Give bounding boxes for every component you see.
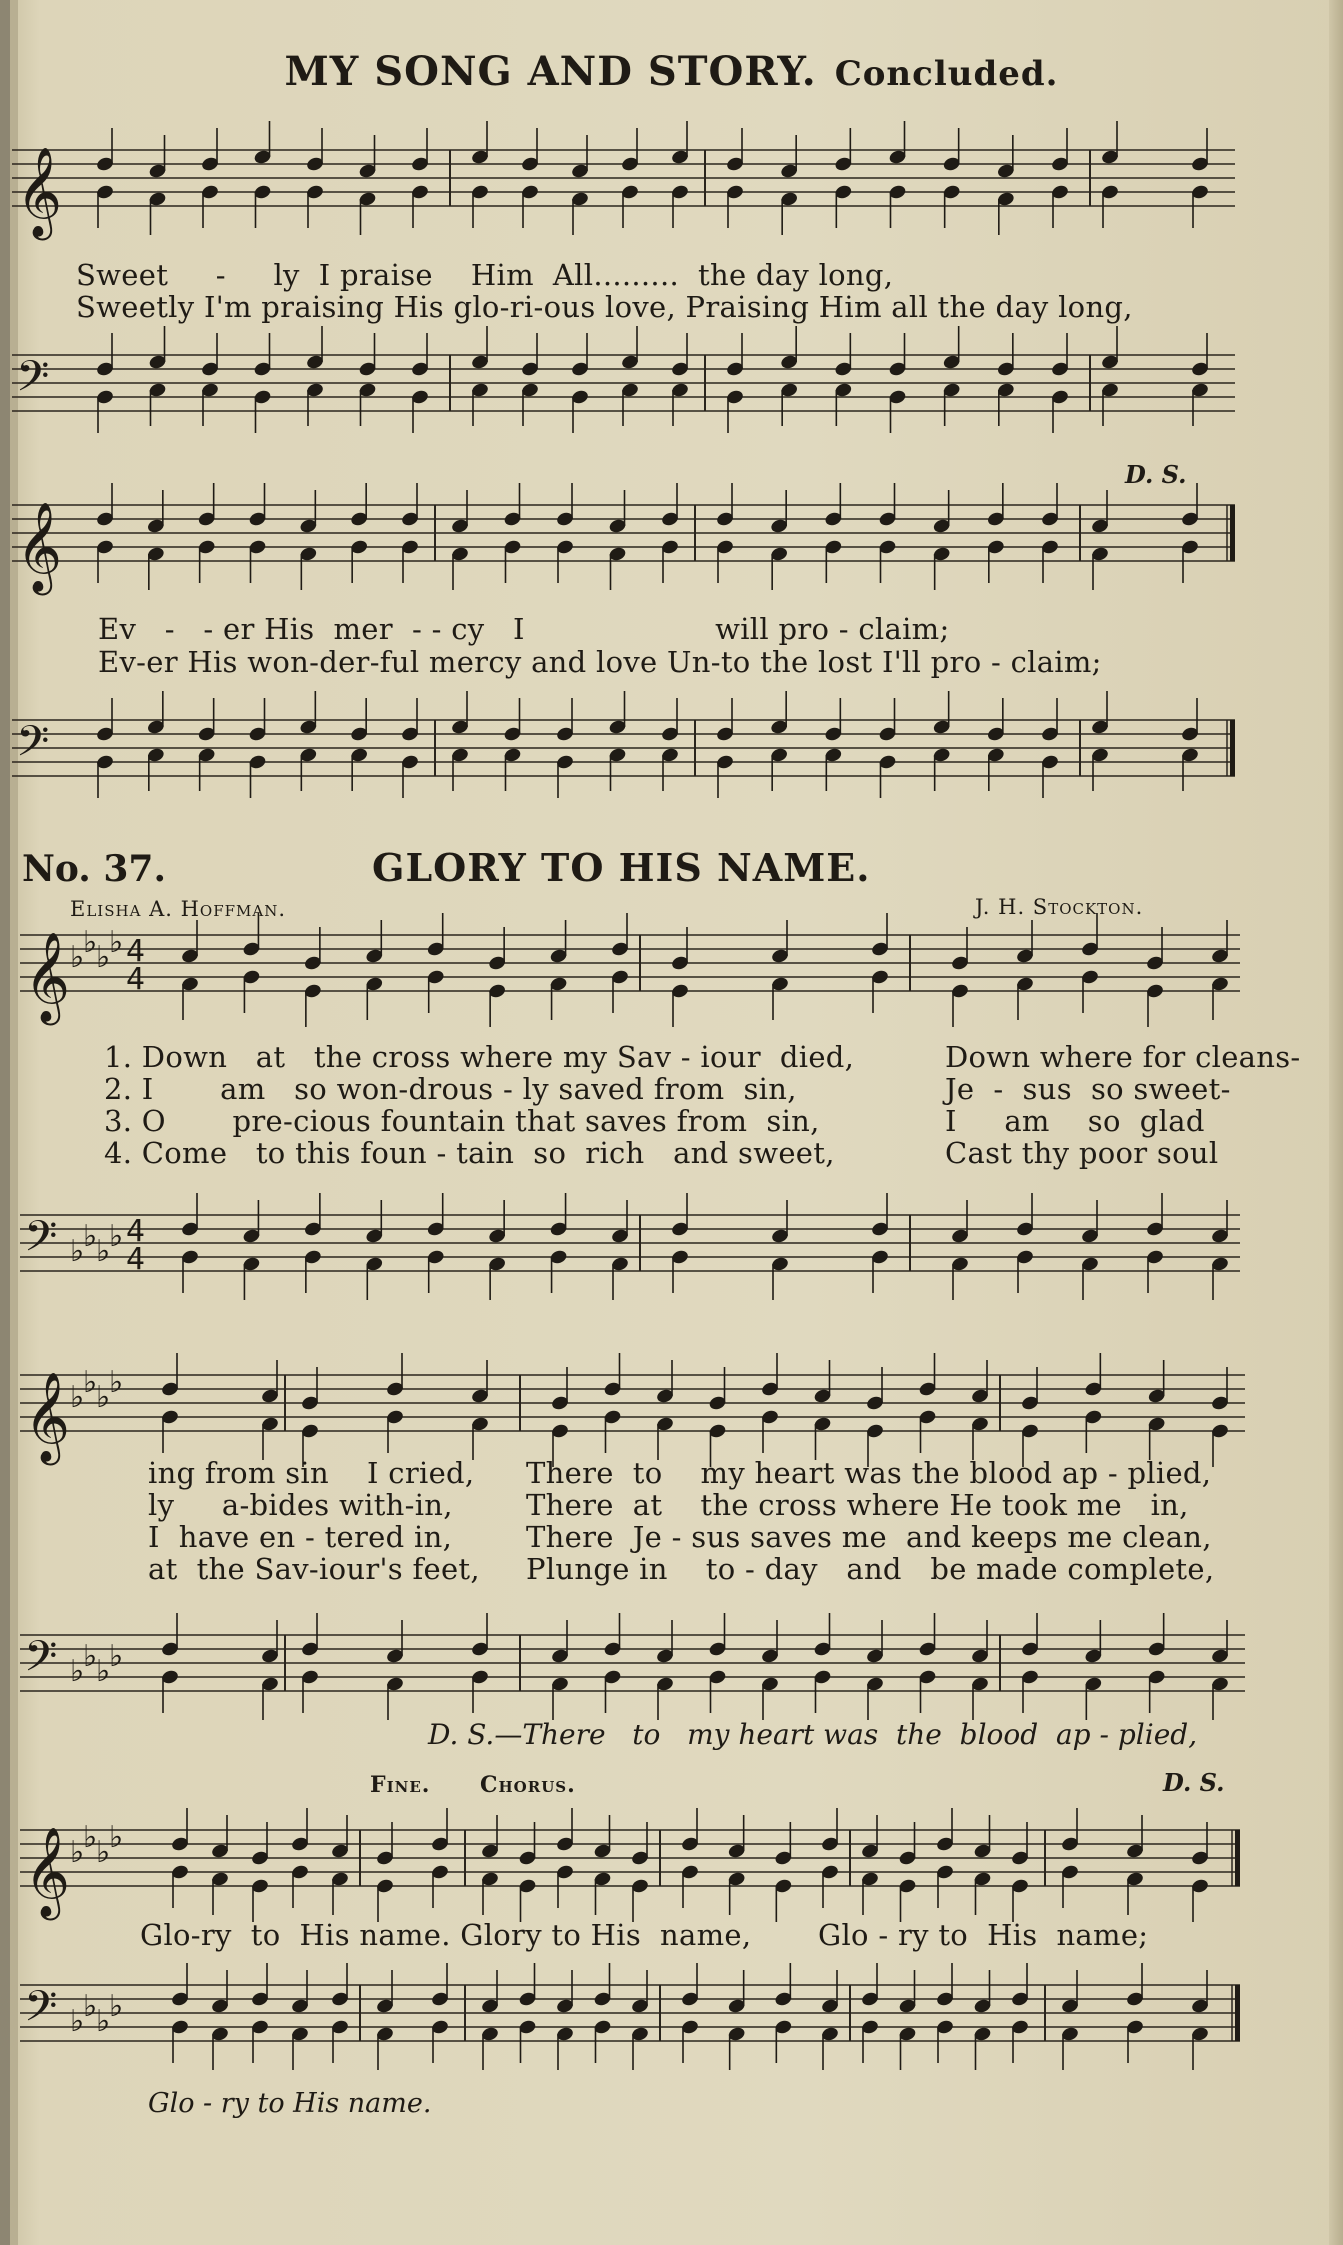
song2-composer: J. H. Stockton. [975, 895, 1144, 919]
song2-chorus-lyric: Glo-ry to His name. Glory to His name, Glo - ry to His name; [140, 1918, 1149, 1952]
song1-lyric-2b: Ev-er His won-der-ful mercy and love Un-to the lost I'll pro - claim; [98, 645, 1102, 679]
song2-chorus-bass-lyric: Glo - ry to His name. [148, 2088, 432, 2119]
flat-sign: ♭ [83, 1819, 98, 1855]
time-signature: 4 [126, 934, 146, 969]
song2-verse-3d: There Je - sus saves me and keeps me clean, [526, 1520, 1212, 1554]
song2-verse-4a: 4. Come to this foun - tain so rich and sweet, [104, 1136, 835, 1170]
flat-sign: ♭ [70, 1654, 85, 1690]
song2-verse-2c: ly a-bides with-in, [148, 1488, 453, 1522]
bass-clef: 𝄢 [16, 717, 50, 777]
flat-sign: ♭ [109, 1364, 124, 1400]
song2-verse-3b: I am so glad [945, 1104, 1205, 1138]
time-signature: 4 [126, 1242, 146, 1277]
final-barline [1230, 720, 1235, 776]
flat-sign: ♭ [109, 1988, 124, 2024]
treble-clef: 𝄞 [16, 502, 63, 592]
flat-sign: ♭ [83, 1364, 98, 1400]
flat-sign: ♭ [83, 1638, 98, 1674]
flat-sign: ♭ [70, 1380, 85, 1416]
final-barline [1230, 505, 1235, 561]
flat-sign: ♭ [109, 924, 124, 960]
flat-sign: ♭ [109, 1218, 124, 1254]
flat-sign: ♭ [70, 1835, 85, 1871]
bass-clef: 𝄢 [24, 1212, 58, 1272]
song1-lyric-2a: Ev - - er His mer - - cy I will pro - claim; [98, 612, 950, 646]
song2-chorus-label: Chorus. [480, 1772, 576, 1798]
song1-lyric-1b: Sweetly I'm praising His glo-ri-ous love, Praising Him all the day long, [76, 290, 1133, 324]
song2-verse-1a: 1. Down at the cross where my Sav - iour died, [104, 1040, 855, 1074]
song2-verse-2d: There at the cross where He took me in, [526, 1488, 1189, 1522]
treble-clef: 𝄞 [16, 147, 63, 237]
flat-sign: ♭ [109, 1638, 124, 1674]
time-signature: 4 [126, 1214, 146, 1249]
bass-clef: 𝄢 [24, 1982, 58, 2042]
flat-sign: ♭ [70, 2004, 85, 2040]
song1-subtitle: Concluded. [834, 54, 1059, 94]
song1-title: MY SONG AND STORY. [284, 48, 817, 95]
final-barline [1235, 1985, 1240, 2041]
flat-sign: ♭ [96, 1234, 111, 1270]
flat-sign: ♭ [70, 940, 85, 976]
song2-verse-4c: at the Sav-iour's feet, [148, 1552, 480, 1586]
song2-title: GLORY TO HIS NAME. [372, 845, 871, 890]
treble-clef: 𝄞 [24, 1827, 71, 1917]
flat-sign: ♭ [70, 1234, 85, 1270]
flat-sign: ♭ [83, 1988, 98, 2024]
song2-verse-4d: Plunge in to - day and be made complete, [526, 1552, 1215, 1586]
song1-lyric-1a: Sweet - ly I praise Him All......... the day long, [76, 258, 894, 292]
song2-verse-1d: There to my heart was the blood ap - plied, [526, 1456, 1212, 1490]
song1-title-line [0, 48, 1343, 95]
final-barline [1235, 1830, 1240, 1886]
song2-number: No. 37. [22, 848, 166, 890]
song2-verse-3c: I have en - tered in, [148, 1520, 453, 1554]
song1-ds-mark: D. S. [1125, 460, 1187, 489]
time-signature: 4 [126, 962, 146, 997]
song2-author: Elisha A. Hoffman. [70, 897, 287, 921]
treble-clef: 𝄞 [24, 932, 71, 1022]
song2-ds-mark: D. S. [1163, 1768, 1225, 1797]
flat-sign: ♭ [96, 2004, 111, 2040]
flat-sign: ♭ [83, 924, 98, 960]
song2-fine: Fine. [370, 1772, 431, 1798]
song2-verse-4b: Cast thy poor soul [945, 1136, 1219, 1170]
bass-clef: 𝄢 [24, 1632, 58, 1692]
flat-sign: ♭ [96, 940, 111, 976]
flat-sign: ♭ [96, 1654, 111, 1690]
flat-sign: ♭ [96, 1380, 111, 1416]
song2-verse-1c: ing from sin I cried, [148, 1456, 475, 1490]
song2-verse-1b: Down where for cleans- [945, 1040, 1301, 1074]
treble-clef: 𝄞 [24, 1372, 71, 1462]
bass-clef: 𝄢 [16, 352, 50, 412]
song2-verse-2a: 2. I am so won-drous - ly saved from sin, [104, 1072, 797, 1106]
song2-ds-line: D. S.—There to my heart was the blood ap - plied, [428, 1718, 1198, 1751]
flat-sign: ♭ [96, 1835, 111, 1871]
flat-sign: ♭ [83, 1218, 98, 1254]
song2-verse-3a: 3. O pre-cious fountain that saves from sin, [104, 1104, 820, 1138]
song2-verse-2b: Je - sus so sweet- [945, 1072, 1231, 1106]
flat-sign: ♭ [109, 1819, 124, 1855]
